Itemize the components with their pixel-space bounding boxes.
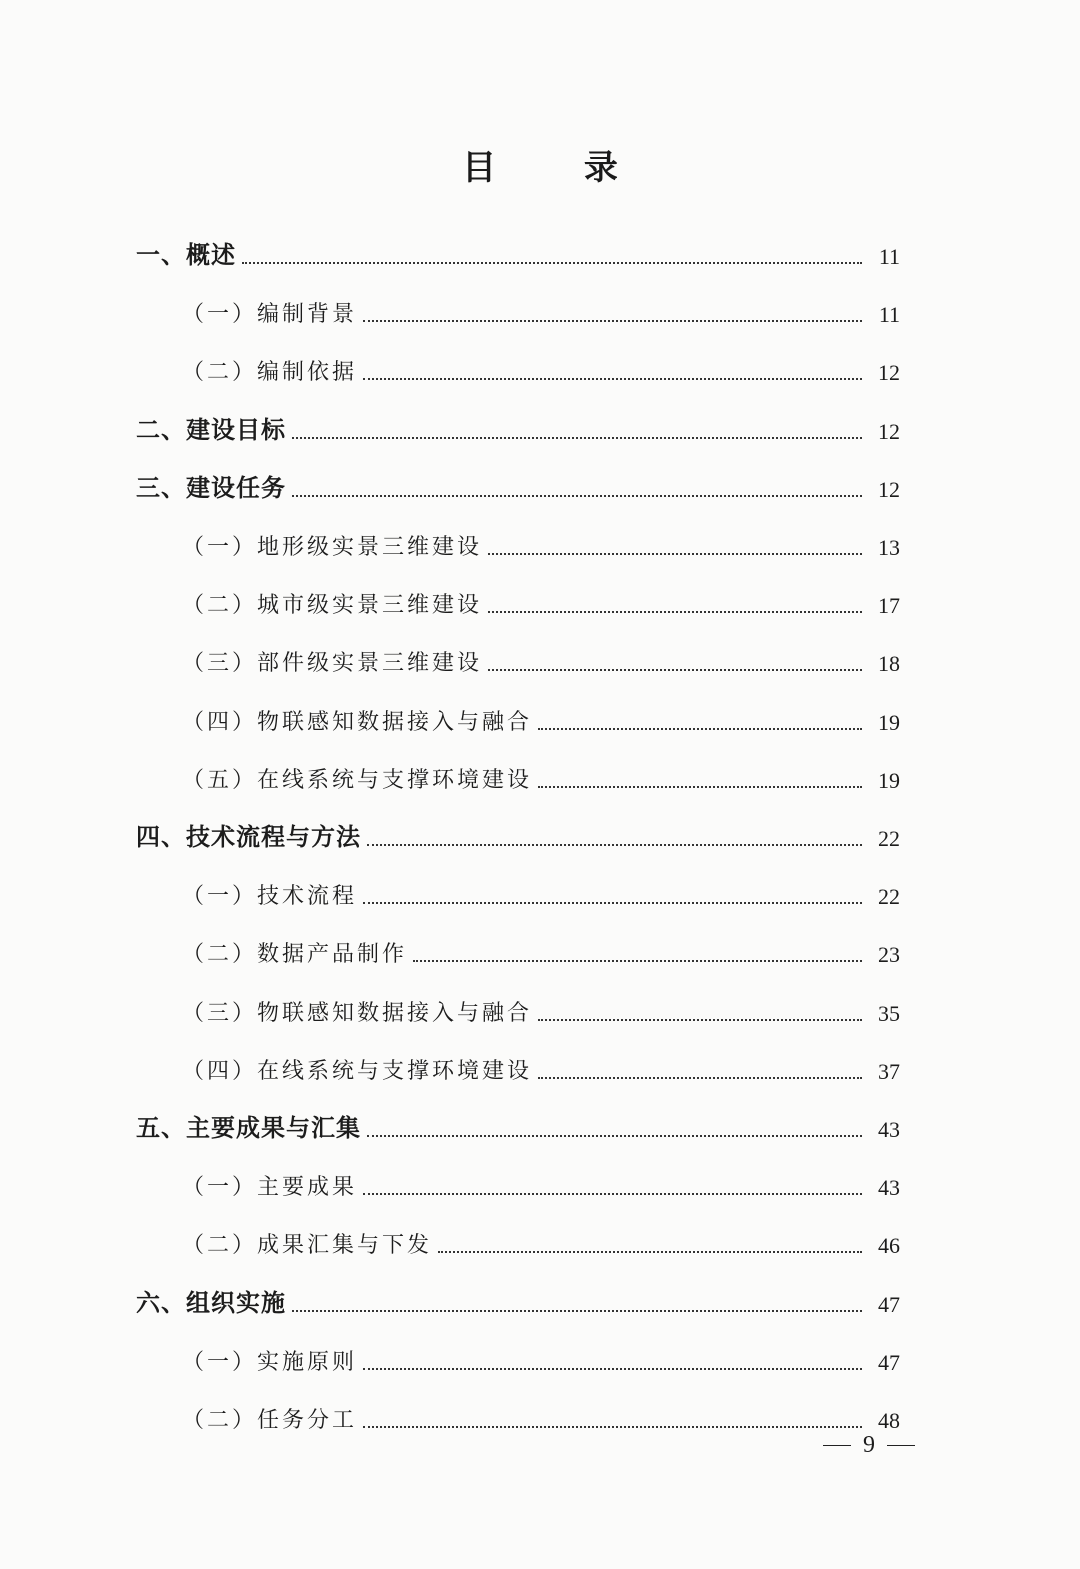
dot-leader: [488, 553, 862, 555]
toc-entry-label: （二）数据产品制作: [182, 942, 408, 968]
dot-leader: [367, 844, 862, 846]
dot-leader: [538, 786, 862, 788]
toc-entry-page-number: 43: [878, 1117, 900, 1142]
toc-entry-label: （一）地形级实景三维建设: [182, 535, 483, 560]
toc-entry-label: 一、概述: [136, 241, 236, 269]
toc-entry-label: 二、建设目标: [136, 415, 286, 444]
toc-entry-page-number: 19: [878, 767, 900, 793]
toc-entry[interactable]: [182, 1330, 900, 1380]
toc-entry-label: （三）部件级实景三维建设: [182, 651, 483, 677]
dot-leader: [538, 728, 862, 730]
toc-entry[interactable]: [136, 399, 900, 449]
toc-entry-label: （三）物联感知数据接入与融合: [182, 1000, 533, 1026]
toc-entry-label: 四、技术流程与方法: [136, 823, 361, 851]
dot-leader: [363, 1193, 862, 1195]
toc-entry[interactable]: [182, 631, 900, 681]
toc-entry[interactable]: [182, 1155, 900, 1205]
toc-entry-label: （一）编制背景: [182, 302, 358, 328]
toc-entry-label: 六、组织实施: [136, 1288, 286, 1317]
toc-entry-page-number: 18: [878, 651, 900, 677]
toc-entry-label: （一）实施原则: [182, 1349, 358, 1375]
toc-entry-page-number: 48: [878, 1408, 900, 1433]
toc-entry-page-number: 13: [878, 535, 900, 560]
toc-entry[interactable]: [182, 282, 900, 332]
toc-entry-label: 三、建设任务: [136, 473, 286, 502]
toc-entry[interactable]: [182, 573, 900, 623]
toc-entry-page-number: 37: [878, 1058, 900, 1084]
toc-entry[interactable]: [182, 515, 900, 565]
toc-entry-page-number: 47: [878, 1291, 900, 1317]
toc-entry[interactable]: [182, 1388, 900, 1438]
toc-entry-label: （一）主要成果: [182, 1175, 358, 1201]
toc-entry[interactable]: [182, 1213, 900, 1263]
toc-entry-label: （二）任务分工: [182, 1408, 358, 1433]
footer-dash-left: [823, 1445, 851, 1446]
dot-leader: [363, 1426, 862, 1428]
dot-leader: [363, 378, 862, 380]
toc-entry-label: （四）在线系统与支撑环境建设: [182, 1058, 533, 1084]
dot-leader: [363, 320, 862, 322]
dot-leader: [413, 960, 862, 962]
toc-entry-label: （二）编制依据: [182, 360, 358, 386]
dot-leader: [367, 1135, 862, 1137]
toc-entry-page-number: 43: [878, 1175, 900, 1201]
toc-entry-page-number: 11: [878, 244, 900, 269]
toc-entry-label: （二）成果汇集与下发: [182, 1233, 433, 1259]
toc-entry[interactable]: [182, 690, 900, 740]
page-number: 9: [863, 1432, 875, 1458]
dot-leader: [292, 1310, 862, 1312]
dot-leader: [538, 1019, 862, 1021]
toc-entry[interactable]: [182, 340, 900, 390]
dot-leader: [438, 1251, 862, 1253]
toc-entry-label: （四）物联感知数据接入与融合: [182, 709, 533, 735]
toc-entry[interactable]: [182, 748, 900, 798]
toc-entry[interactable]: [136, 457, 900, 507]
dot-leader: [488, 611, 862, 613]
toc-entry[interactable]: [136, 806, 900, 856]
toc-entry-page-number: 47: [878, 1349, 900, 1375]
toc-entry-page-number: 46: [878, 1233, 900, 1259]
footer-dash-right: [887, 1445, 915, 1446]
dot-leader: [292, 437, 862, 439]
toc-entry[interactable]: [182, 922, 900, 972]
toc-entry-page-number: 22: [878, 884, 900, 910]
toc-entry[interactable]: [182, 1039, 900, 1089]
dot-leader: [538, 1077, 862, 1079]
toc-entry-page-number: 17: [878, 593, 900, 619]
toc-entry[interactable]: [182, 981, 900, 1031]
toc-entry-label: （一）技术流程: [182, 884, 358, 910]
toc-entry-page-number: 11: [878, 302, 900, 328]
toc-entry-label: （二）城市级实景三维建设: [182, 593, 483, 619]
toc-entry-label: 五、主要成果与汇集: [136, 1114, 361, 1142]
toc-entry-page-number: 19: [878, 709, 900, 735]
page-title: 目 录: [462, 148, 656, 188]
page-footer: [823, 1432, 915, 1459]
dot-leader: [363, 902, 862, 904]
toc-entry-label: （五）在线系统与支撑环境建设: [182, 767, 533, 793]
toc-entry-page-number: 23: [878, 942, 900, 968]
dot-leader: [363, 1368, 862, 1370]
dot-leader: [488, 669, 862, 671]
dot-leader: [242, 262, 862, 264]
toc-entry[interactable]: [136, 1097, 900, 1147]
toc-entry[interactable]: [182, 864, 900, 914]
toc-entry[interactable]: [136, 1272, 900, 1322]
toc-entry-page-number: 22: [878, 826, 900, 851]
toc-entry-page-number: 12: [878, 360, 900, 386]
toc-entry-page-number: 12: [878, 418, 900, 444]
toc-entry-page-number: 12: [878, 476, 900, 502]
dot-leader: [292, 495, 862, 497]
toc-entry-page-number: 35: [878, 1000, 900, 1026]
toc-entry[interactable]: [136, 224, 900, 274]
